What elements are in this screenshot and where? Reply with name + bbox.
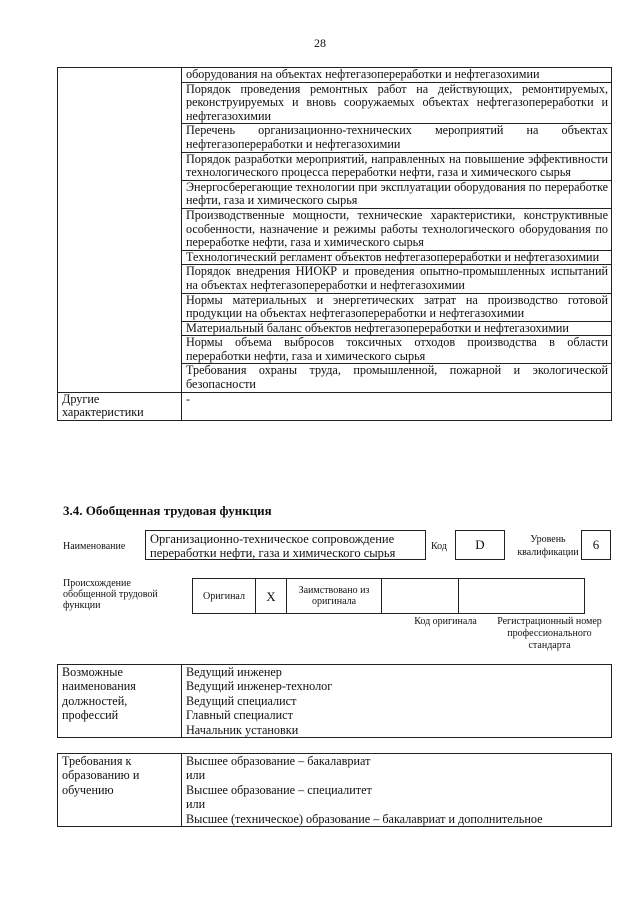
list-item: Главный специалист xyxy=(186,708,293,723)
knowledge-item: Перечень организационно-технических мероприятий на объектах нефтегазопереработки и нефтегазохимии xyxy=(182,124,612,152)
name-label: Наименование xyxy=(63,541,126,552)
original-mark: X xyxy=(256,579,287,614)
list-item: Ведущий инженер xyxy=(186,665,282,679)
origin-block xyxy=(63,578,615,658)
code-box: D xyxy=(455,530,505,560)
list-item: Ведущий инженер-технолог xyxy=(186,679,333,694)
original-code-cell xyxy=(382,579,459,614)
positions-table xyxy=(57,664,612,738)
level-box: 6 xyxy=(581,530,611,560)
knowledge-item: Производственные мощности, технические характеристики, конструктивные особенности, назначение и режимы работы технологического оборудования по переработке нефти, газа и химического сырья xyxy=(182,208,612,250)
list-item: Ведущий специалист xyxy=(186,693,297,708)
knowledge-item: Порядок внедрения НИОКР и проведения опытно-промышленных испытаний на объектах нефтегазопереработки и нефтегазохимии xyxy=(182,265,612,293)
borrowed-label: Заимствовано из оригинала xyxy=(287,579,382,614)
list-item: Начальник установки xyxy=(186,722,299,737)
knowledge-item: Порядок разработки мероприятий, направленных на повышение эффективности технологического процесса переработки нефти, газа и химического сырья xyxy=(182,152,612,180)
function-name-box: Организационно-техническое сопровождение переработки нефти, газа и химического сырья xyxy=(145,530,426,560)
table-row xyxy=(58,754,612,827)
knowledge-item: Технологический регламент объектов нефтегазопереработки и нефтегазохимии xyxy=(182,250,612,265)
code-caption: Код оригинала xyxy=(414,616,477,627)
section-title: 3.4. Обобщенная трудовая функция xyxy=(63,503,272,518)
knowledge-table xyxy=(57,67,612,421)
table-row xyxy=(58,68,612,83)
origin-label: Происхождение обобщенной трудовой функции xyxy=(63,578,158,611)
knowledge-item: Нормы объема выбросов токсичных отходов производства в области переработки нефти, газа и химического сырья xyxy=(182,336,612,364)
original-label: Оригинал xyxy=(193,579,256,614)
code-label: Код xyxy=(431,541,447,552)
knowledge-item: Материальный баланс объектов нефтегазопереработки и нефтегазохимии xyxy=(182,321,612,336)
education-table xyxy=(57,753,612,827)
knowledge-label-cell xyxy=(58,68,182,393)
positions-label: Возможные наименования должностей, профессий xyxy=(58,665,182,738)
origin-table xyxy=(192,578,585,614)
knowledge-item: Требования охраны труда, промышленной, пожарной и экологической безопасности xyxy=(182,364,612,392)
page-number: 28 xyxy=(314,36,326,50)
table-row xyxy=(193,579,585,614)
knowledge-item: Порядок проведения ремонтных работ на действующих, ремонтируемых, реконструируемых и вновь сооружаемых объектах нефтегазопереработки и нефтегазохимии xyxy=(182,82,612,124)
positions-list xyxy=(182,665,612,738)
knowledge-item: оборудования на объектах нефтегазопереработки и нефтегазохимии xyxy=(182,68,612,83)
education-label: Требования к образованию и обучению xyxy=(58,754,182,827)
table-row xyxy=(58,392,612,420)
other-characteristics-label: Другие характеристики xyxy=(58,392,182,420)
knowledge-item: Нормы материальных и энергетических затрат на производство готовой продукции на объектах нефтегазопереработки и нефтегазохимии xyxy=(182,293,612,321)
registration-caption: Регистрационный номер профессионального стандарта xyxy=(497,616,602,651)
other-characteristics-value: - xyxy=(182,392,612,420)
list-item: Высшее (техническое) образование – бакалавриат и дополнительное xyxy=(186,811,543,826)
list-item: Высшее образование – бакалавриат xyxy=(186,754,371,768)
function-header xyxy=(63,530,615,564)
knowledge-item: Энергосберегающие технологии при эксплуатации оборудования по переработке нефти, газа и химического сырья xyxy=(182,180,612,208)
education-list xyxy=(182,754,612,827)
level-label: Уровень квалификации xyxy=(517,534,579,558)
list-item: Высшее образование – специалитет xyxy=(186,782,372,797)
registration-number-cell xyxy=(459,579,585,614)
table-row xyxy=(58,665,612,738)
list-item: или xyxy=(186,797,206,812)
list-item: или xyxy=(186,768,206,783)
